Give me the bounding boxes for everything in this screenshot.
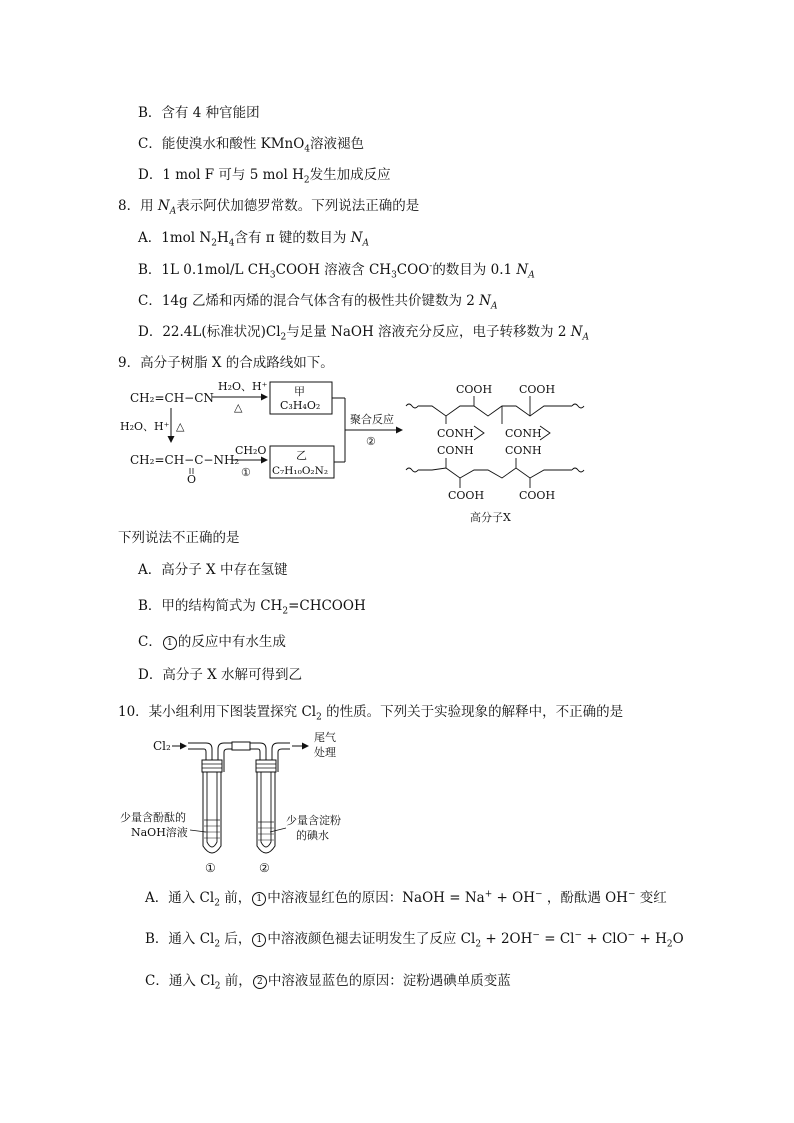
tube-2-label: ②	[259, 861, 270, 875]
step1-label: ①	[241, 466, 251, 479]
q10-option-b: B．通入 $Cl_2$ 后， 1 中溶液颜色褪去证明发生了反应 $Cl_2 + 2OH^- = Cl^- + ClO^- + H_2O$	[145, 930, 684, 950]
yi-label: 乙	[296, 449, 307, 462]
heat-symbol-2: △	[176, 420, 185, 433]
q9-option-c: C． 1 的反应中有水生成	[138, 634, 286, 650]
q10-option-c: C．通入 $Cl_2$ 前， 2 中溶液显蓝色的原因：淀粉遇碘单质变蓝	[145, 973, 511, 992]
amide-oxygen: O	[187, 473, 197, 486]
acrylonitrile-label: CH₂=CH−CN	[130, 391, 214, 405]
right-solution-label-1: 少量含淀粉	[286, 814, 341, 827]
exhaust-label-1: 尾气	[314, 731, 336, 744]
heat-symbol-1: △	[234, 401, 243, 414]
q10-stem: 10．某小组利用下图装置探究 $Cl_2$ 的性质。下列关于实验现象的解释中，不正确的是	[118, 704, 624, 723]
q8-option-b: B．1L 0.1mol/L $CH_3COOH$ 溶液含 $CH_3COO^-$的数目为 0.1 $N_A$	[138, 261, 535, 281]
q10-option-a: A．通入 $Cl_2$ 前， 1 中溶液显红色的原因：NaOH = Na+ + OH− ，酚酞遇 OH− 变红	[145, 889, 667, 909]
cooh-bottom-2: COOH	[519, 489, 556, 502]
cooh-top-1: COOH	[456, 383, 493, 396]
cooh-bottom-1: COOH	[448, 489, 485, 502]
cond-down-label: H₂O、H⁺	[120, 420, 170, 433]
conh-3: CONH	[437, 444, 474, 457]
q8-option-d: D．22.4L(标准状况)$Cl_2$与足量 NaOH 溶液充分反应，电子转移数为 2 $N_A$	[138, 324, 590, 343]
q9-option-a: A．高分子 X 中存在氢键	[138, 562, 288, 578]
q7-option-b: B．含有 4 种官能团	[138, 105, 260, 121]
conh-2: CONH	[505, 427, 542, 440]
q9-stem: 9．高分子树脂 X 的合成路线如下。	[118, 355, 334, 371]
q8-option-a: A．1mol $N_2H_4$含有 π 键的数目为 $N_A$	[138, 230, 370, 249]
q9-prompt: 下列说法不正确的是	[118, 530, 240, 546]
q8-option-c: C．14g 乙烯和丙烯的混合气体含有的极性共价键数为 2 $N_A$	[138, 293, 498, 312]
q7-option-d: D．1 mol F 可与 5 mol $H_2$发生加成反应	[138, 167, 391, 186]
acrylamide-label: CH₂=CH−C−NH₂	[130, 453, 240, 467]
tube-1-label: ①	[205, 861, 216, 875]
q7-option-c: C．能使溴水和酸性 KMnO$_4$溶液褪色	[138, 136, 365, 155]
conh-4: CONH	[505, 444, 542, 457]
cond1-label: H₂O、H⁺	[218, 380, 268, 393]
exhaust-label-2: 处理	[314, 746, 336, 759]
jia-formula: C₃H₄O₂	[280, 399, 321, 412]
q9-synthesis-diagram	[0, 370, 794, 530]
jia-label: 甲	[294, 385, 305, 398]
q9-option-b: B．甲的结构简式为 $CH_2=CHCOOH$	[138, 598, 366, 617]
left-solution-label-2: NaOH溶液	[131, 826, 188, 839]
yi-formula: C₇H₁₀O₂N₂	[272, 465, 329, 477]
q9-option-d: D．高分子 X 水解可得到乙	[138, 667, 303, 683]
left-solution-label-1: 少量含酚酞的	[120, 811, 186, 824]
step2-label: ②	[366, 435, 376, 448]
right-solution-label-2: 的碘水	[296, 829, 329, 842]
polymerization-label: 聚合反应	[350, 413, 394, 426]
cl2-inlet-label: Cl₂	[153, 739, 171, 753]
conh-1: CONH	[437, 427, 474, 440]
cooh-top-2: COOH	[519, 383, 556, 396]
polymer-x-label: 高分子X	[470, 511, 511, 524]
cond2-label: CH₂O	[235, 444, 267, 457]
q10-apparatus-diagram	[0, 728, 794, 878]
q8-stem: 8．用 $N_A$表示阿伏加德罗常数。下列说法正确的是	[118, 198, 420, 217]
